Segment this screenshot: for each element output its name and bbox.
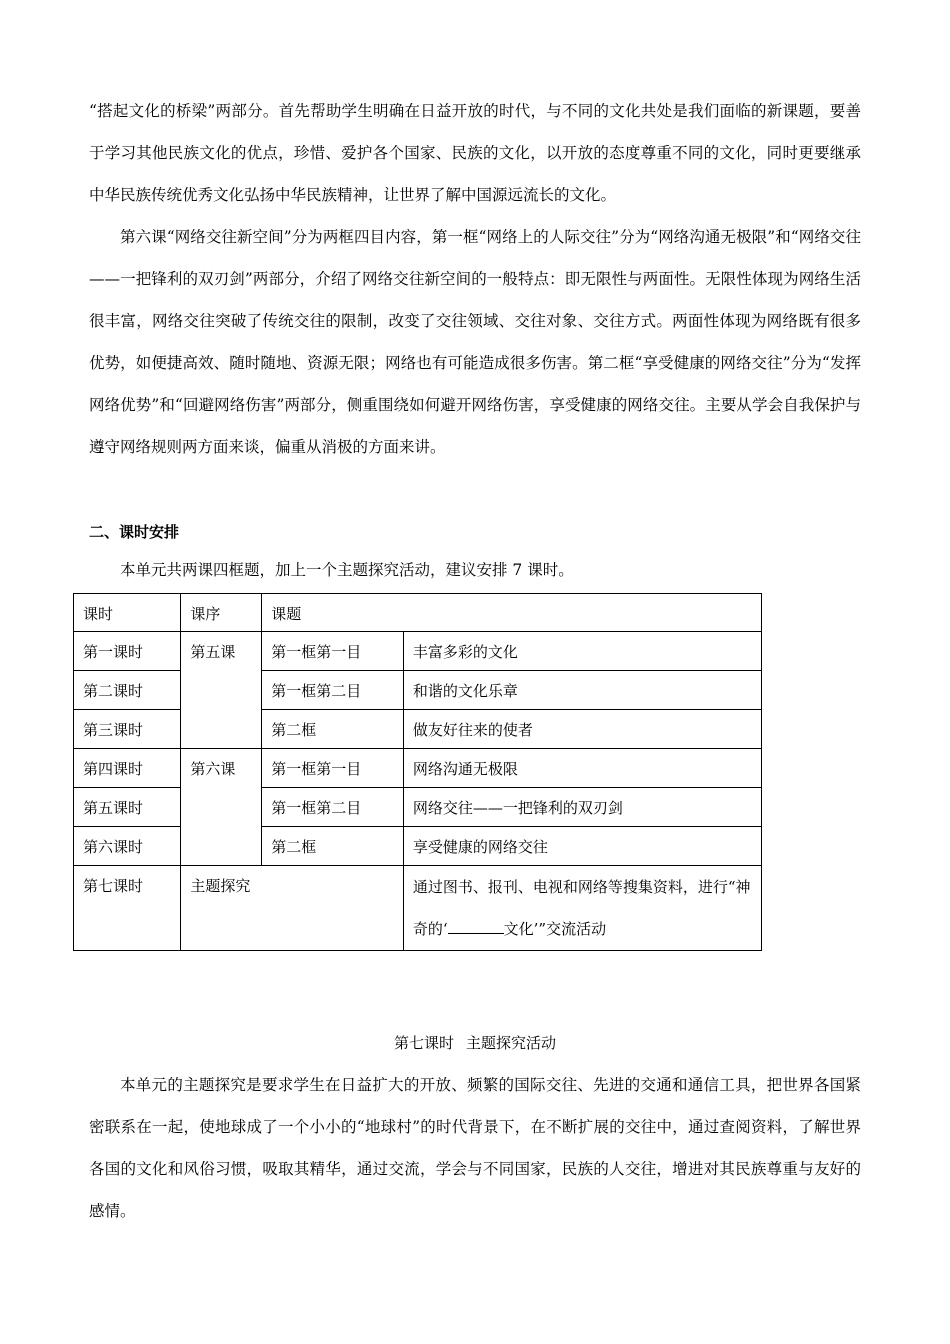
cell-period: 第六课时 <box>74 827 181 866</box>
subtitle-topic: 主题探究活动 <box>466 1034 557 1052</box>
cell-lesson: 主题探究 <box>181 866 404 951</box>
table-row <box>74 866 762 951</box>
paragraph-theme-exploration: 本单元的主题探究是要求学生在日益扩大的开放、频繁的国际交往、先进的交通和通信工具，把世界各国紧密联系在一起，使地球成了一个小小的“地球村”的时代背景下，在不断扩展的交往中，通过查阅资料，了解世界各国的文化和风俗习惯，吸取其精华，通过交流，学会与不同国家，民族的人交往，增进对其民族尊重与友好的感情。 <box>89 1076 861 1220</box>
header-lesson: 课序 <box>181 594 262 632</box>
cell-title: 和谐的文化乐章 <box>403 671 761 710</box>
section-heading-schedule: 二、课时安排 <box>89 523 180 541</box>
cell-period: 第二课时 <box>74 671 181 710</box>
schedule-intro: 本单元共两课四框题，加上一个主题探究活动，建议安排 7 课时。 <box>120 561 574 579</box>
theme-paragraph-block <box>89 1064 861 1232</box>
cell-title: 做友好往来的使者 <box>403 710 761 749</box>
subtitle-period: 第七课时 <box>393 1034 454 1052</box>
header-period: 课时 <box>74 594 181 632</box>
table-row <box>74 827 762 866</box>
culture-paragraph-block <box>89 90 861 468</box>
cell-lesson: 第五课 <box>181 632 262 749</box>
table-row <box>74 710 762 749</box>
cell-lesson: 第六课 <box>181 749 262 866</box>
cell-period: 第三课时 <box>74 710 181 749</box>
cell-title: 网络交往——一把锋利的双刃剑 <box>403 788 761 827</box>
section-subtitle <box>0 1032 950 1053</box>
header-topic: 课题 <box>262 594 762 632</box>
table-row <box>74 671 762 710</box>
cell-frame: 第一框第一目 <box>262 632 404 671</box>
cell-frame: 第一框第一目 <box>262 749 404 788</box>
cell-frame: 第一框第二目 <box>262 788 404 827</box>
cell-frame: 第二框 <box>262 710 404 749</box>
cell-period: 第七课时 <box>74 866 181 951</box>
paragraph-lesson-six: 第六课“网络交往新空间”分为两框四目内容，第一框“网络上的人际交往”分为“网络沟通无极限”和“网络交往——一把锋利的双刃剑”两部分，介绍了网络交往新空间的一般特点：即无限性与两面性。无限性体现为网络生活很丰富，网络交往突破了传统交往的限制，改变了交往领域、交往对象、交往方式。两面性体现为网络既有很多优势，如便捷高效、随时随地、资源无限；网络也有可能造成很多伤害。第二框“享受健康的网络交往”分为“发挥网络优势”和“回避网络伤害”两部分，侧重围绕如何避开网络伤害，享受健康的网络交往。主要从学会自我保护与遵守网络规则两方面来谈，偏重从消极的方面来讲。 <box>89 228 861 456</box>
cell-period: 第五课时 <box>74 788 181 827</box>
paragraph-culture-bridge: “搭起文化的桥梁”两部分。首先帮助学生明确在日益开放的时代，与不同的文化共处是我们面临的新课题，要善于学习其他民族文化的优点，珍惜、爱护各个国家、民族的文化，以开放的态度尊重不同的文化，同时更要继承中华民族传统优秀文化弘扬中华民族精神，让世界了解中国源远流长的文化。 <box>89 102 861 204</box>
cell-title: 丰富多彩的文化 <box>403 632 761 671</box>
cell-frame: 第一框第二目 <box>262 671 404 710</box>
title-text-start: 通过图书、报刊、电视和网络等搜集资料，进行“神奇的‘ <box>412 878 751 938</box>
cell-period: 第一课时 <box>74 632 181 671</box>
cell-period: 第四课时 <box>74 749 181 788</box>
table-header-row <box>74 594 762 632</box>
cell-title: 享受健康的网络交往 <box>403 827 761 866</box>
table-row <box>74 749 762 788</box>
cell-title <box>403 866 761 951</box>
schedule-table <box>73 593 762 951</box>
title-text-end: 文化’”交流活动 <box>503 920 607 938</box>
cell-title: 网络沟通无极限 <box>403 749 761 788</box>
table-row <box>74 788 762 827</box>
fill-in-blank <box>448 919 504 934</box>
table-row <box>74 632 762 671</box>
cell-frame: 第二框 <box>262 827 404 866</box>
